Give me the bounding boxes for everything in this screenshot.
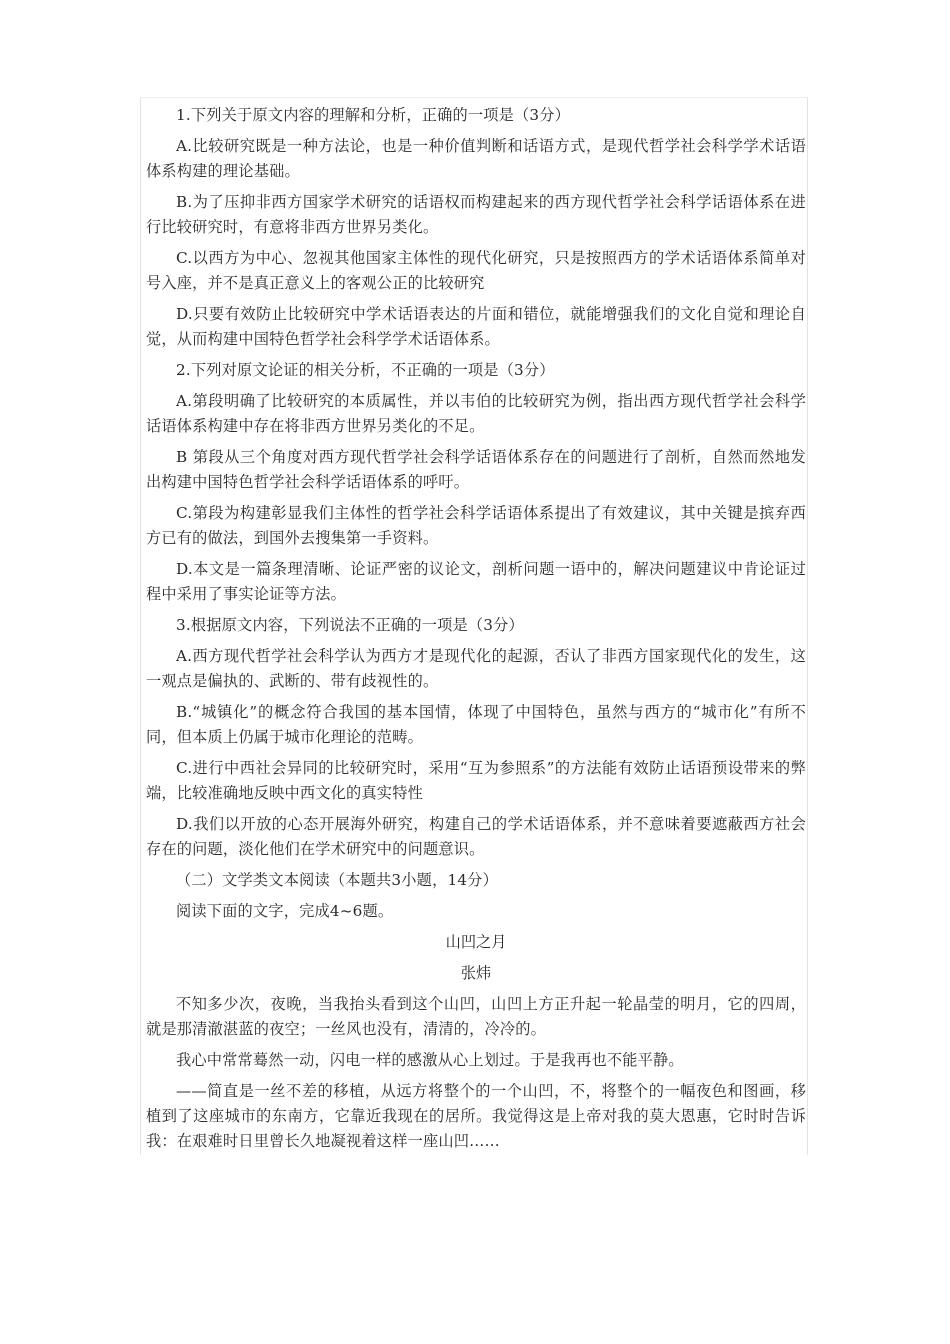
section-instruction: 阅读下面的文字，完成4~6题。 (176, 902, 394, 920)
section-heading: （二）文学类文本阅读（本题共3小题，14分） (176, 871, 498, 889)
story-title: 山凹之月 (445, 933, 507, 951)
q2-stem: 2.下列对原文论证的相关分析，不正确的一项是（3分） (176, 361, 555, 379)
q1-option-a: A.比较研究既是一种方法论，也是一种价值判断和话语方式，是现代哲学社会科学学术话语体系构建的理论基础。 (146, 137, 806, 180)
q2-option-d: D.本文是一篇条理清晰、论证严密的议论文，剖析问题一语中的，解决问题建议中肯论证过程中采用了事实论证等方法。 (146, 560, 806, 603)
q1-option-d: D.只要有效防止比较研究中学术话语表达的片面和错位，就能增强我们的文化自觉和理论自觉，从而构建中国特色哲学社会科学学术话语体系。 (146, 305, 806, 348)
q2-option-c: C.第段为构建彰显我们主体性的哲学社会科学话语体系提出了有效建议，其中关键是摈弃西方已有的做法，到国外去搜集第一手资料。 (146, 504, 806, 547)
q1-stem: 1.下列关于原文内容的理解和分析，正确的一项是（3分） (176, 106, 571, 124)
story-paragraph: ——简直是一丝不差的移植，从远方将整个的一个山凹，不，将整个的一幅夜色和图画，移植到了这座城市的东南方，它靠近我现在的居所。我觉得这是上帝对我的莫大恩惠，它时时告诉我：在艰难时日里曾长久地凝视着这样一座山凹…… (146, 1082, 806, 1150)
q1-option-c: C.以西方为中心、忽视其他国家主体性的现代化研究，只是按照西方的学术话语体系简单对号入座，并不是真正意义上的客观公正的比较研究 (146, 249, 806, 292)
q3-option-d: D.我们以开放的心态开展海外研究，构建自己的学术话语体系，并不意味着要遮蔽西方社会存在的问题，淡化他们在学术研究中的问题意识。 (146, 815, 806, 858)
q1-option-b: B.为了压抑非西方国家学术研究的话语权而构建起来的西方现代哲学社会科学话语体系在进行比较研究时，有意将非西方世界另类化。 (146, 193, 806, 236)
q3-option-b: B.“城镇化”的概念符合我国的基本国情，体现了中国特色，虽然与西方的“城市化”有所不同，但本质上仍属于城市化理论的范畴。 (146, 703, 806, 746)
story-paragraph: 不知多少次，夜晚，当我抬头看到这个山凹，山凹上方正升起一轮晶莹的明月，它的四周，就是那清澈湛蓝的夜空；一丝风也没有，清清的，冷冷的。 (146, 995, 806, 1038)
q2-option-b: B 第段从三个角度对西方现代哲学社会科学话语体系存在的问题进行了剖析，自然而然地发出构建中国特色哲学社会科学话语体系的呼吁。 (146, 448, 806, 491)
q3-stem: 3.根据原文内容，下列说法不正确的一项是（3分） (176, 616, 524, 634)
q3-option-c: C.进行中西社会异同的比较研究时，采用“互为参照系”的方法能有效防止话语预设带来的弊端，比较准确地反映中西文化的真实特性 (146, 759, 806, 802)
document-content (146, 103, 806, 1160)
q3-option-a: A.西方现代哲学社会科学认为西方才是现代化的起源，否认了非西方国家现代化的发生，这一观点是偏执的、武断的、带有歧视性的。 (146, 647, 806, 690)
story-paragraph: 我心中常常蓦然一动，闪电一样的感激从心上划过。于是我再也不能平静。 (176, 1051, 684, 1069)
story-author: 张炜 (460, 964, 492, 982)
q2-option-a: A.第段明确了比较研究的本质属性，并以韦伯的比较研究为例，指出西方现代哲学社会科学话语体系构建中存在将非西方世界另类化的不足。 (146, 392, 806, 435)
